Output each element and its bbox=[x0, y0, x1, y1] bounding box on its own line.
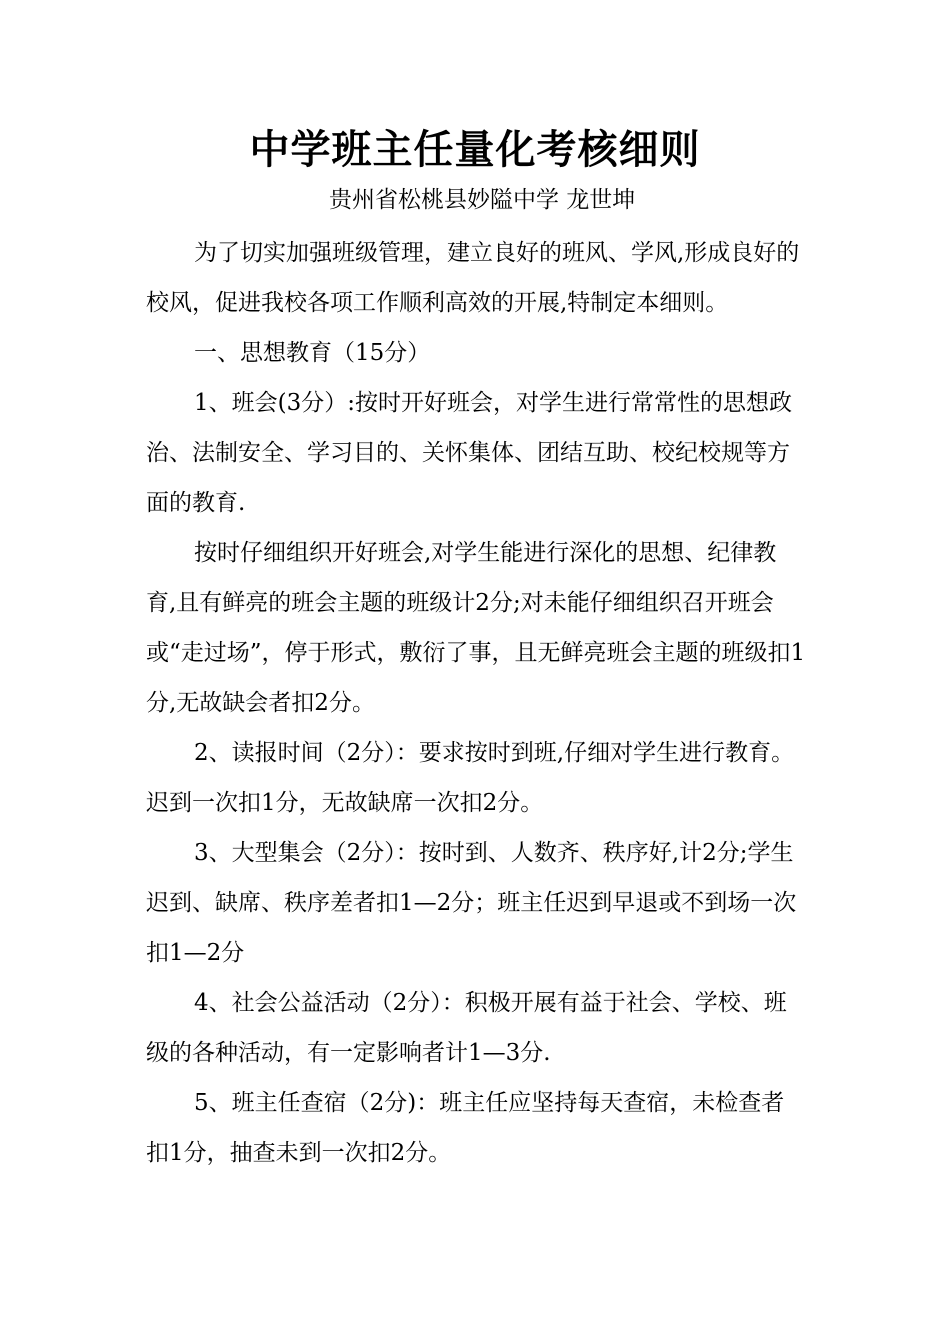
document-title: 中学班主任量化考核细则 bbox=[249, 126, 701, 173]
document-body bbox=[146, 228, 806, 1178]
paragraph-item-4: 4、社会公益活动（2分）：积极开展有益于社会、学校、班级的各种活动，有一定影响者计1—3分. bbox=[146, 990, 787, 1066]
section-heading: 一、思想教育（15分） bbox=[194, 340, 431, 366]
paragraph-item-3: 3、大型集会（2分）：按时到、人数齐、秩序好,计2分;学生迟到、缺席、秩序差者扣1—2分；班主任迟到早退或不到场一次扣1—2分 bbox=[146, 840, 797, 966]
paragraph-item-1: 1、班会(3分）:按时开好班会，对学生进行常常性的思想政治、法制安全、学习目的、关怀集体、团结互助、校纪校规等方面的教育. bbox=[146, 390, 792, 516]
paragraph-item-1-detail: 按时仔细组织开好班会,对学生能进行深化的思想、纪律教育,且有鲜亮的班会主题的班级计2分;对未能仔细组织召开班会或“走过场”，停于形式，敷衍了事，且无鲜亮班会主题的班级扣1分,无故缺会者扣2分。 bbox=[146, 540, 806, 716]
author-line: 贵州省松桃县妙隘中学 龙世坤 bbox=[329, 187, 636, 213]
paragraph-intro: 为了切实加强班级管理，建立良好的班风、学风,形成良好的校风，促进我校各项工作顺利高效的开展,特制定本细则。 bbox=[146, 240, 800, 316]
paragraph-item-5: 5、班主任查宿（2分)：班主任应坚持每天查宿，未检查者扣1分，抽查未到一次扣2分。 bbox=[146, 1090, 785, 1166]
paragraph-item-2: 2、读报时间（2分）：要求按时到班,仔细对学生进行教育。迟到一次扣1分，无故缺席一次扣2分。 bbox=[146, 740, 795, 816]
